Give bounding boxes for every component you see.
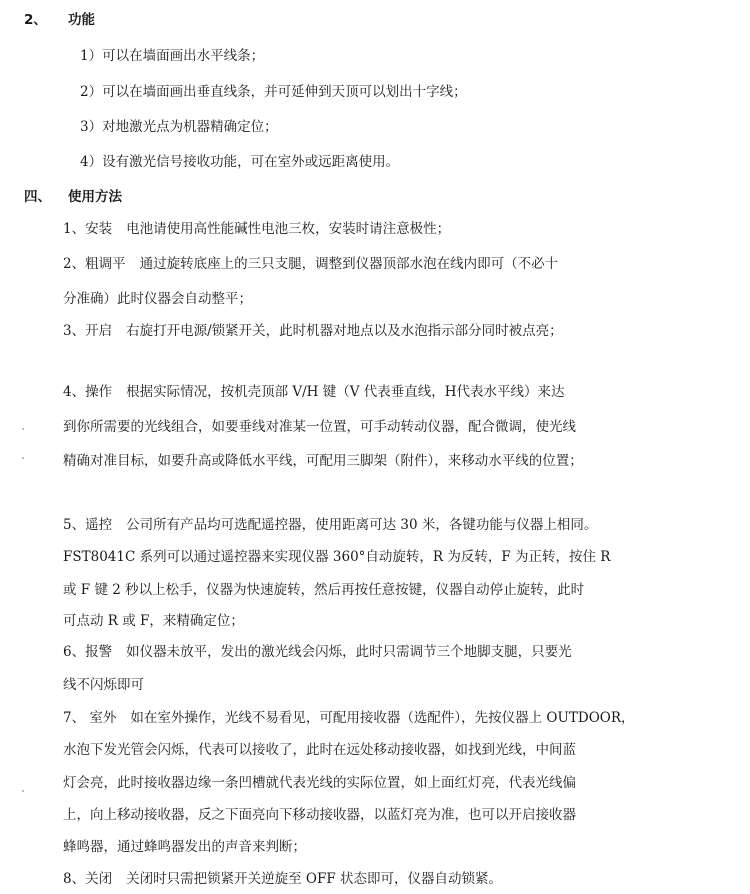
step-label: 8、关闭 <box>63 871 113 887</box>
scan-speck <box>22 428 24 430</box>
step-text: 水泡下发光管会闪烁，代表可以接收了，此时在远处移动接收器，如找到光线，中间蓝 <box>63 742 576 758</box>
section-number: 四、 <box>24 189 51 205</box>
step-text: 精确对准目标，如要升高或降低水平线，可配用三脚架（附件），来移动水平线的位置； <box>63 453 583 469</box>
step-text: 如仪器未放平，发出的激光线会闪烁，此时只需调节三个地脚支腿，只要光 <box>126 644 572 660</box>
step-coarse-level <box>63 254 558 274</box>
step-text: 电池请使用高性能碱性电池三枚，安装时请注意极性； <box>126 221 451 237</box>
scan-speck <box>22 457 24 459</box>
section-title: 使用方法 <box>68 189 122 205</box>
step-operate <box>63 382 565 402</box>
step-close <box>63 869 502 889</box>
section-number: 2、 <box>24 12 47 28</box>
step-remote <box>63 515 597 535</box>
step-text: 分准确）此时仪器会自动整平； <box>63 291 252 307</box>
step-label: 4、操作 <box>63 384 113 400</box>
step-text: 蜂鸣器，通过蜂鸣器发出的声音来判断； <box>63 839 306 855</box>
step-label: 6、报警 <box>63 644 113 660</box>
feature-item: 4）设有激光信号接收功能，可在室外或远距离使用。 <box>80 154 400 170</box>
section-heading-usage <box>24 187 122 207</box>
step-text: 到你所需要的光线组合，如要垂线对准某一位置，可手动转动仪器，配合微调，使光线 <box>63 419 576 435</box>
step-label: 3、开启 <box>63 323 113 339</box>
step-text: 或 F 键 2 秒以上松手，仪器为快速旋转，然后再按任意按键，仪器自动停止旋转，此时 <box>63 582 585 598</box>
step-label: 2、粗调平 <box>63 256 126 272</box>
step-text: 通过旋转底座上的三只支腿，调整到仪器顶部水泡在线内即可（不必十 <box>139 256 559 272</box>
step-text: 如在室外操作，光线不易看见，可配用接收器（选配件），先按仪器上 OUTDOOR， <box>130 710 635 726</box>
step-power-on <box>63 321 563 341</box>
step-label: 7、 室外 <box>63 710 117 726</box>
section-heading-features <box>24 10 95 30</box>
step-outdoor <box>63 708 635 728</box>
step-text: 右旋打开电源/锁紧开关，此时机器对地点以及水泡指示部分同时被点亮； <box>126 323 563 339</box>
step-alarm <box>63 642 572 662</box>
scan-speck <box>22 790 24 792</box>
step-text: 根据实际情况，按机壳顶部 V/H 键（V 代表垂直线，H代表水平线）来达 <box>126 384 565 400</box>
feature-item: 1）可以在墙面画出水平线条； <box>80 48 265 64</box>
section-title: 功能 <box>68 12 95 28</box>
step-text: 可点动 R 或 F，来精确定位； <box>63 613 244 629</box>
step-label: 1、安装 <box>63 221 113 237</box>
step-text: 灯会亮，此时接收器边缘一条凹槽就代表光线的实际位置，如上面红灯亮，代表光线偏 <box>63 775 576 791</box>
feature-item: 2）可以在墙面画出垂直线条，并可延伸到天顶可以划出十字线； <box>80 84 467 100</box>
step-text: FST8041C 系列可以通过遥控器来实现仪器 360°自动旋转，R 为反转，F 为正转，按住 R <box>63 549 611 565</box>
step-text: 公司所有产品均可选配遥控器，使用距离可达 30 米，各键功能与仪器上相同。 <box>126 517 598 533</box>
step-text: 线不闪烁即可 <box>63 677 144 693</box>
step-install <box>63 219 450 239</box>
step-text: 关闭时只需把锁紧开关逆旋至 OFF 状态即可，仪器自动锁紧。 <box>126 871 502 887</box>
step-label: 5、遥控 <box>63 517 113 533</box>
step-text: 上，向上移动接收器，反之下面亮向下移动接收器，以蓝灯亮为准，也可以开启接收器 <box>63 807 576 823</box>
feature-item: 3）对地激光点为机器精确定位； <box>80 119 278 135</box>
